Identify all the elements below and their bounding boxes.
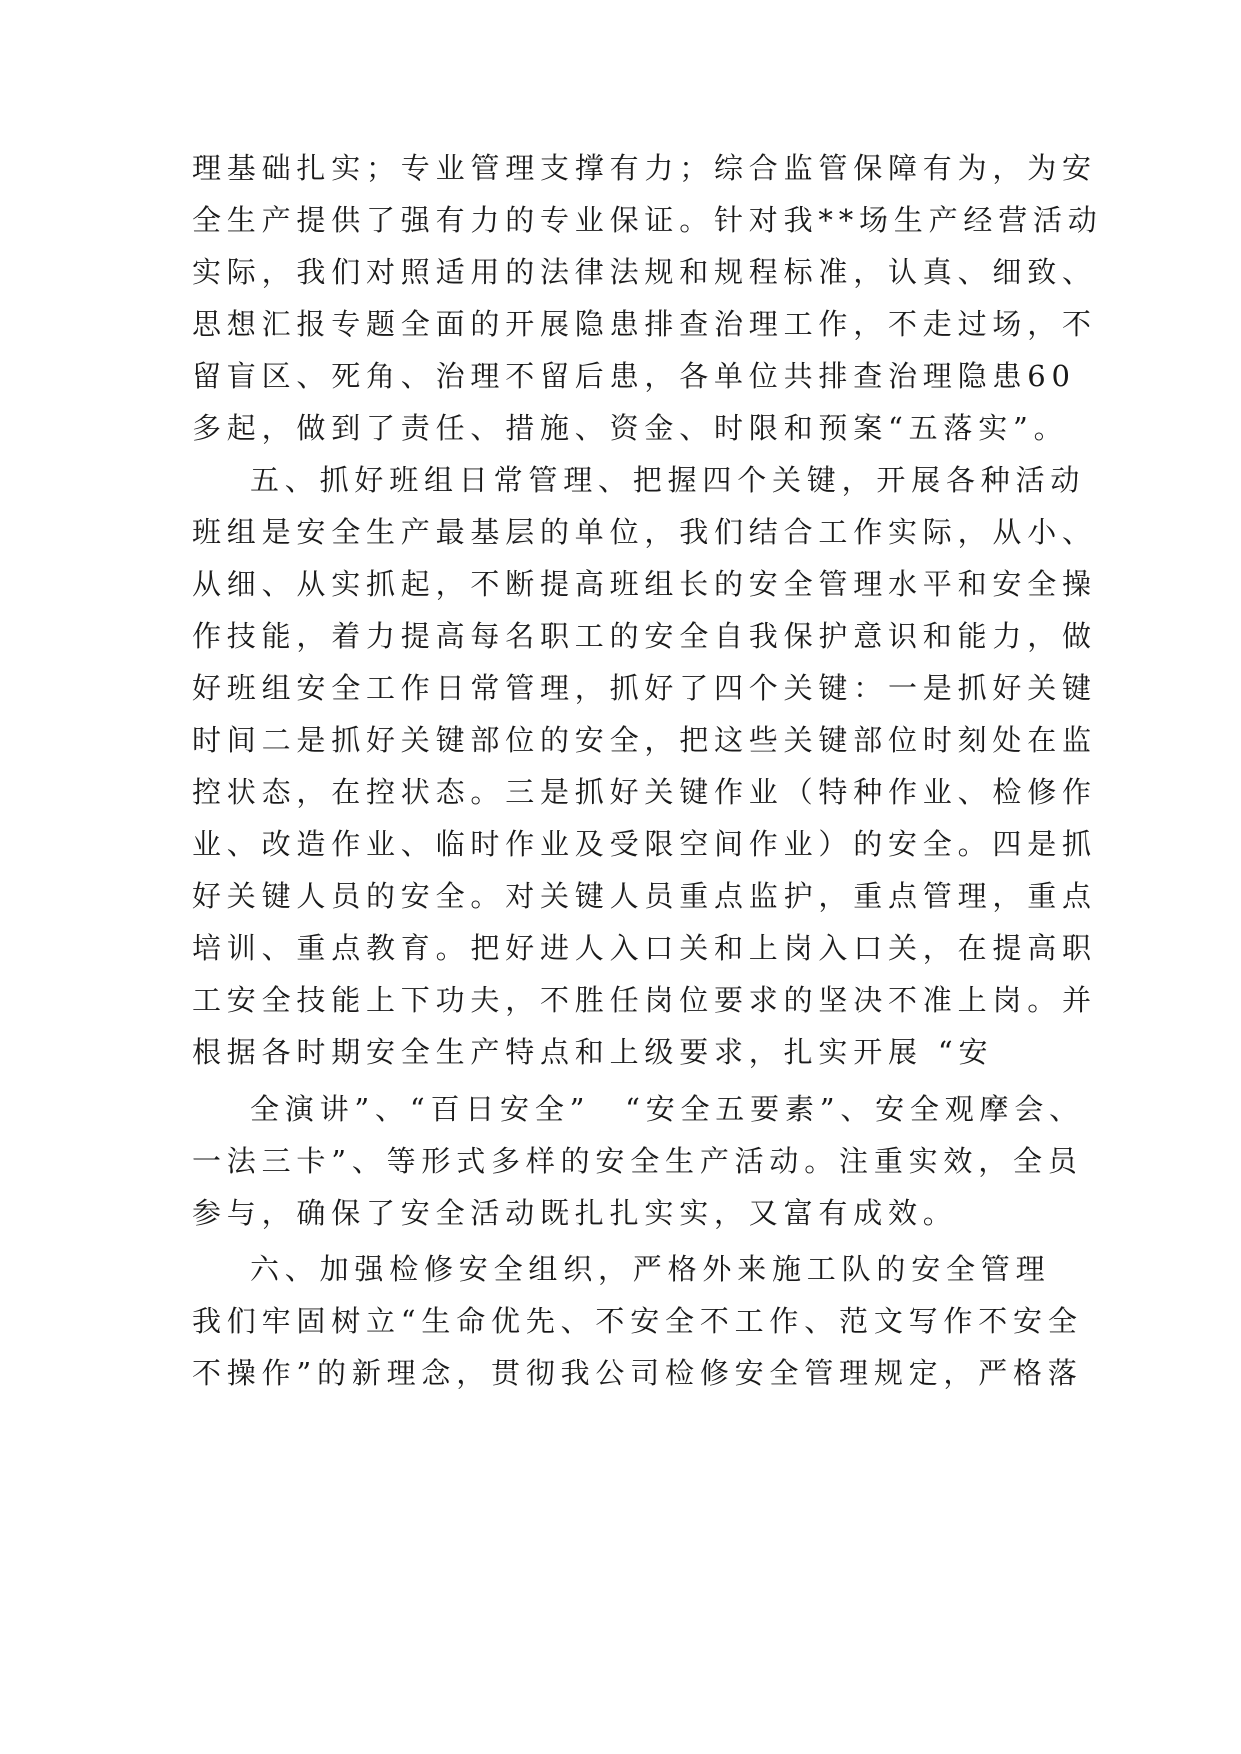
text-line: 我们牢固树立“生命优先、不安全不工作、范文写作不安全 <box>192 1304 1083 1338</box>
section-heading: 五、抓好班组日常管理、把握四个关键，开展各种活动 <box>250 463 1086 497</box>
text-line: 作技能，着力提高每名职工的安全自我保护意识和能力，做 <box>192 619 1097 653</box>
text-line: 实际，我们对照适用的法律法规和规程标准，认真、细致、 <box>192 255 1097 289</box>
text-line: 时间二是抓好关键部位的安全，把这些关键部位时刻处在监 <box>192 723 1097 757</box>
text-line: 留盲区、死角、治理不留后患，各单位共排查治理隐患60 <box>192 359 1076 393</box>
text-line: 全生产提供了强有力的专业保证。针对我**场生产经营活动 <box>192 203 1103 237</box>
text-line: 好班组安全工作日常管理，抓好了四个关键：一是抓好关键 <box>192 671 1097 705</box>
section-heading: 六、加强检修安全组织，严格外来施工队的安全管理 <box>250 1252 1051 1286</box>
text-line: 理基础扎实；专业管理支撑有力；综合监管保障有为，为安 <box>192 151 1097 185</box>
text-line: 根据各时期安全生产特点和上级要求，扎实开展 “安 <box>192 1035 994 1069</box>
text-line: 好关键人员的安全。对关键人员重点监护，重点管理，重点 <box>192 879 1097 913</box>
text-line: 参与，确保了安全活动既扎扎实实，又富有成效。 <box>192 1196 958 1230</box>
text-line: 班组是安全生产最基层的单位，我们结合工作实际，从小、 <box>192 515 1097 549</box>
text-line: 从细、从实抓起，不断提高班组长的安全管理水平和安全操 <box>192 567 1097 601</box>
text-line: 思想汇报专题全面的开展隐患排查治理工作，不走过场，不 <box>192 307 1097 341</box>
text-line: 培训、重点教育。把好进人入口关和上岗入口关，在提高职 <box>192 931 1097 965</box>
text-line: 控状态，在控状态。三是抓好关键作业（特种作业、检修作 <box>192 775 1097 809</box>
text-line: 工安全技能上下功夫，不胜任岗位要求的坚决不准上岗。并 <box>192 983 1097 1017</box>
text-line: 多起，做到了责任、措施、资金、时限和预案“五落实”。 <box>192 411 1069 445</box>
text-line: 业、改造作业、临时作业及受限空间作业）的安全。四是抓 <box>192 827 1097 861</box>
text-line: 不操作”的新理念，贯彻我公司检修安全管理规定，严格落 <box>192 1356 1083 1390</box>
text-line: 全演讲”、“百日安全” “安全五要素”、安全观摩会、 <box>250 1092 1084 1126</box>
text-line: 一法三卡”、等形式多样的安全生产活动。注重实效，全员 <box>192 1144 1083 1178</box>
